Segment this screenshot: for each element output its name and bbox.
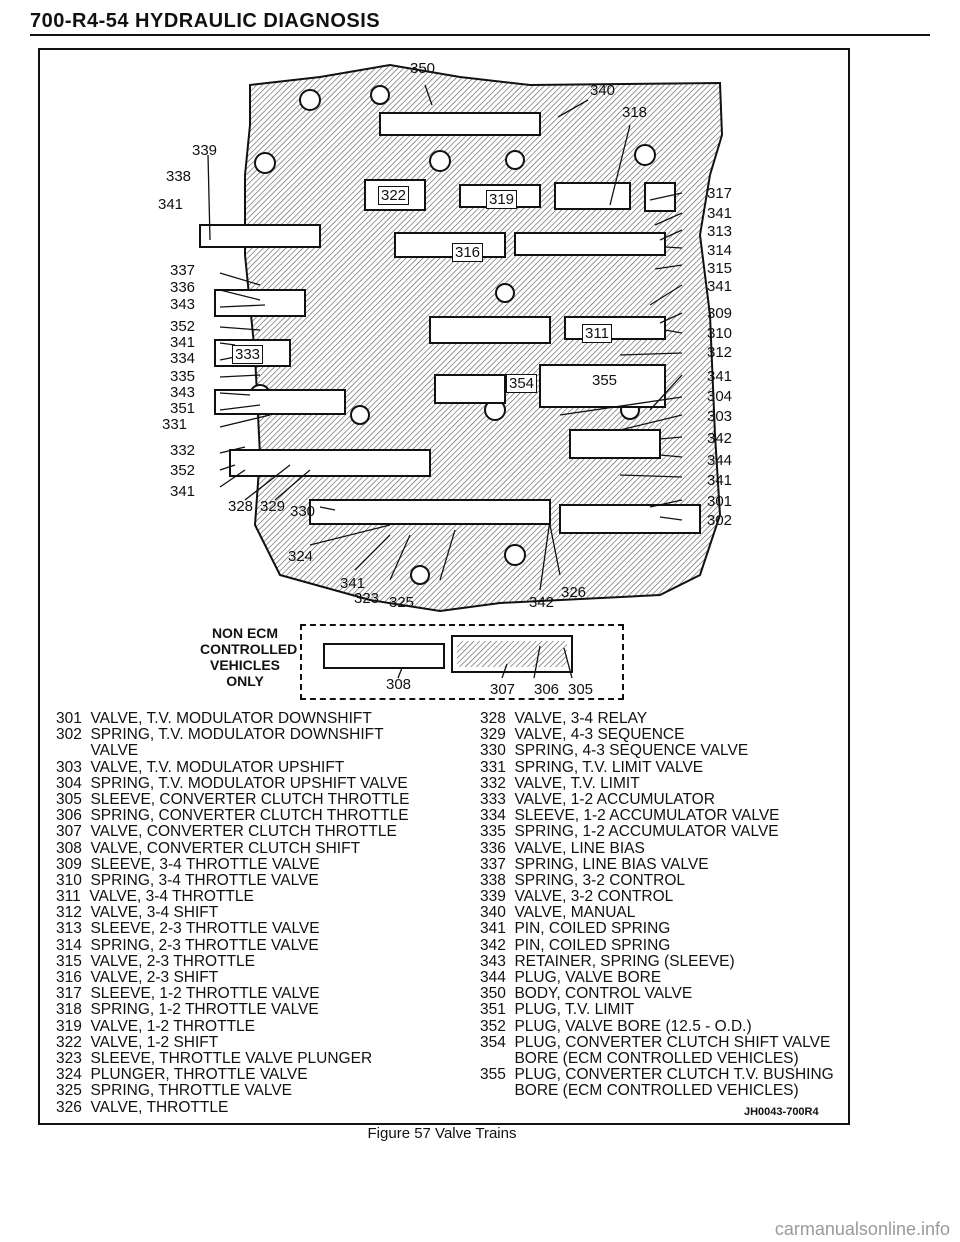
legend-entry: 328 VALVE, 3-4 RELAY: [480, 710, 648, 727]
legend-entry: 304 SPRING, T.V. MODULATOR UPSHIFT VALVE: [56, 774, 408, 792]
callout-326: 326: [561, 584, 587, 601]
legend-entry: 322 VALVE, 1-2 SHIFT: [56, 1033, 219, 1051]
callout-310: 310: [707, 325, 733, 342]
legend-entry: 316 VALVE, 2-3 SHIFT: [56, 969, 219, 986]
legend-entry: 310 SPRING, 3-4 THROTTLE VALVE: [56, 871, 319, 889]
callout-309: 309: [707, 305, 733, 322]
legend-entry: 317 SLEEVE, 1-2 THROTTLE VALVE: [56, 985, 320, 1003]
callout-340: 340: [590, 82, 616, 99]
callout-305: 305: [568, 681, 594, 698]
callout-313: 313: [707, 223, 733, 240]
callout-303: 303: [707, 408, 733, 425]
spring-330: [310, 500, 550, 524]
legend-entry: 342 PIN, COILED SPRING: [480, 936, 671, 954]
callout-341: 341: [340, 575, 366, 592]
non-ecm-line: ONLY: [226, 673, 264, 689]
callout-302: 302: [707, 512, 733, 529]
legend-entry: 305 SLEEVE, CONVERTER CLUTCH THROTTLE: [56, 790, 410, 808]
legend-entry: 319 VALVE, 1-2 THROTTLE: [56, 1017, 255, 1035]
bore-hole: [505, 545, 525, 565]
callout-341: 341: [707, 472, 733, 489]
bore-hole: [300, 90, 320, 110]
legend-entry: 326 VALVE, THROTTLE: [56, 1098, 229, 1116]
valve-303: [570, 430, 660, 458]
bore-hole: [430, 151, 450, 171]
callout-338: 338: [166, 168, 192, 185]
callout-311: 311: [582, 324, 612, 343]
legend-entry: 312 VALVE, 3-4 SHIFT: [56, 904, 219, 922]
legend-entry: 351 PLUG, T.V. LIMIT: [480, 1001, 635, 1019]
callout-341: 341: [707, 205, 733, 222]
legend-entry: 331 SPRING, T.V. LIMIT VALVE: [480, 758, 704, 776]
callout-350: 350: [410, 60, 436, 77]
legend-entry: 313 SLEEVE, 2-3 THROTTLE VALVE: [56, 920, 320, 938]
legend-entry: 350 BODY, CONTROL VALVE: [480, 985, 693, 1003]
legend-entry: BORE (ECM CONTROLLED VEHICLES): [480, 1082, 799, 1100]
legend-entry: 315 VALVE, 2-3 THROTTLE: [56, 952, 255, 970]
legend-right: [480, 711, 834, 1100]
callout-308: 308: [386, 676, 412, 693]
legend-entry: 301 VALVE, T.V. MODULATOR DOWNSHIFT: [56, 710, 372, 727]
legend-entry: 352 PLUG, VALVE BORE (12.5 - O.D.): [480, 1017, 752, 1035]
callout-333: 333: [232, 345, 263, 364]
legend-entry: 343 RETAINER, SPRING (SLEEVE): [480, 952, 735, 970]
spring-318: [555, 183, 630, 209]
callout-324: 324: [288, 548, 314, 565]
legend-entry: 333 VALVE, 1-2 ACCUMULATOR: [480, 790, 715, 808]
legend-entry: 335 SPRING, 1-2 ACCUMULATOR VALVE: [480, 823, 779, 841]
callout-331: 331: [162, 416, 188, 433]
legend-entry: VALVE: [56, 742, 139, 760]
manual-valve-340: [380, 113, 540, 135]
callout-312: 312: [707, 344, 733, 361]
legend-entry: 311 VALVE, 3-4 THROTTLE: [56, 888, 254, 906]
valve-339: [200, 225, 320, 247]
callout-317: 317: [707, 185, 733, 202]
callout-355: 355: [592, 372, 618, 389]
valve-311: [430, 317, 550, 343]
callout-316: 316: [452, 243, 483, 262]
callout-301: 301: [707, 493, 733, 510]
valve-336: [215, 290, 305, 316]
non-ecm-label: [200, 625, 298, 689]
callout-304: 304: [707, 388, 733, 405]
callout-325: 325: [389, 594, 415, 611]
callout-335: 335: [170, 368, 196, 385]
callout-341: 341: [707, 278, 733, 295]
callout-354: 354: [506, 374, 537, 393]
callout-336: 336: [170, 279, 196, 296]
callout-341: 341: [158, 196, 184, 213]
legend-entry: 338 SPRING, 3-2 CONTROL: [480, 871, 686, 889]
legend-entry: 355 PLUG, CONVERTER CLUTCH T.V. BUSHING: [480, 1066, 834, 1084]
callout-328: 328: [228, 498, 254, 515]
legend-entry: 307 VALVE, CONVERTER CLUTCH THROTTLE: [56, 823, 397, 841]
legend-entry: 337 SPRING, LINE BIAS VALVE: [480, 855, 709, 873]
bore-hole: [411, 566, 429, 584]
header-rule: [30, 34, 930, 36]
valve-316: [395, 233, 505, 257]
callout-341: 341: [170, 483, 196, 500]
legend-entry: 354 PLUG, CONVERTER CLUTCH SHIFT VALVE: [480, 1033, 831, 1051]
callout-352: 352: [170, 318, 196, 335]
page-header-title: 700-R4-54 HYDRAULIC DIAGNOSIS: [30, 10, 381, 32]
bore-hole: [351, 406, 369, 424]
legend-entry: BORE (ECM CONTROLLED VEHICLES): [480, 1049, 799, 1067]
legend-entry: 314 SPRING, 2-3 THROTTLE VALVE: [56, 936, 319, 954]
bore-hole: [371, 86, 389, 104]
bore-hole: [506, 151, 524, 169]
non-ecm-line: NON ECM: [211, 625, 279, 641]
callout-352: 352: [170, 462, 196, 479]
legend-entry: 329 VALVE, 4-3 SEQUENCE: [480, 726, 685, 744]
legend-entry: 324 PLUNGER, THROTTLE VALVE: [56, 1066, 308, 1084]
callout-314: 314: [707, 242, 733, 259]
legend-entry: 303 VALVE, T.V. MODULATOR UPSHIFT: [56, 758, 345, 776]
callout-342: 342: [529, 594, 555, 611]
callout-318: 318: [622, 104, 648, 121]
callout-330: 330: [290, 503, 316, 520]
plug-354: [435, 375, 505, 403]
bore-hole: [496, 284, 514, 302]
figure-caption: Figure 57 Valve Trains: [367, 1125, 517, 1142]
legend-entry: 336 VALVE, LINE BIAS: [480, 839, 645, 857]
bore-hole: [635, 145, 655, 165]
callout-341: 341: [707, 368, 733, 385]
legend-entry: 308 VALVE, CONVERTER CLUTCH SHIFT: [56, 839, 361, 857]
valve-308: [324, 644, 444, 668]
valve-328: [230, 450, 430, 476]
callout-343: 343: [170, 296, 196, 313]
non-ecm-line: CONTROLLED: [200, 641, 298, 657]
legend-entry: 339 VALVE, 3-2 CONTROL: [480, 888, 674, 906]
callout-323: 323: [354, 590, 380, 607]
callout-319: 319: [486, 190, 517, 209]
legend-entry: 332 VALVE, T.V. LIMIT: [480, 774, 640, 792]
legend-entry: 306 SPRING, CONVERTER CLUTCH THROTTLE: [56, 807, 409, 825]
legend-entry: 323 SLEEVE, THROTTLE VALVE PLUNGER: [56, 1049, 373, 1067]
callout-341: 341: [170, 334, 196, 351]
spring-314: [515, 233, 665, 255]
legend-entry: 330 SPRING, 4-3 SEQUENCE VALVE: [480, 742, 749, 760]
callout-322: 322: [378, 186, 409, 205]
callout-343: 343: [170, 384, 196, 401]
legend-entry: 309 SLEEVE, 3-4 THROTTLE VALVE: [56, 855, 320, 873]
legend-entry: 344 PLUG, VALVE BORE: [480, 969, 662, 986]
legend-entry: 318 SPRING, 1-2 THROTTLE VALVE: [56, 1001, 319, 1019]
callout-307: 307: [490, 681, 516, 698]
spring-310: [565, 317, 665, 339]
legend-entry: 341 PIN, COILED SPRING: [480, 920, 671, 938]
callout-337: 337: [170, 262, 196, 279]
callout-339: 339: [192, 142, 218, 159]
watermark: carmanualsonline.info: [774, 1219, 950, 1239]
callout-306: 306: [534, 681, 560, 698]
legend-entry: 334 SLEEVE, 1-2 ACCUMULATOR VALVE: [480, 807, 780, 825]
legend-entry: 340 VALVE, MANUAL: [480, 904, 636, 922]
callout-342: 342: [707, 430, 733, 447]
callout-329: 329: [260, 498, 286, 515]
sleeve-317: [645, 183, 675, 211]
legend-entry: 325 SPRING, THROTTLE VALVE: [56, 1082, 293, 1100]
figure-code: JH0043-700R4: [744, 1106, 819, 1118]
callout-351: 351: [170, 400, 196, 417]
callout-344: 344: [707, 452, 733, 469]
non-ecm-line: VEHICLES: [209, 657, 280, 673]
legend-left: [56, 711, 409, 1116]
callout-332: 332: [170, 442, 196, 459]
callout-315: 315: [707, 260, 733, 277]
bore-hole: [255, 153, 275, 173]
legend-entry: 302 SPRING, T.V. MODULATOR DOWNSHIFT: [56, 726, 384, 744]
callout-334: 334: [170, 350, 196, 367]
